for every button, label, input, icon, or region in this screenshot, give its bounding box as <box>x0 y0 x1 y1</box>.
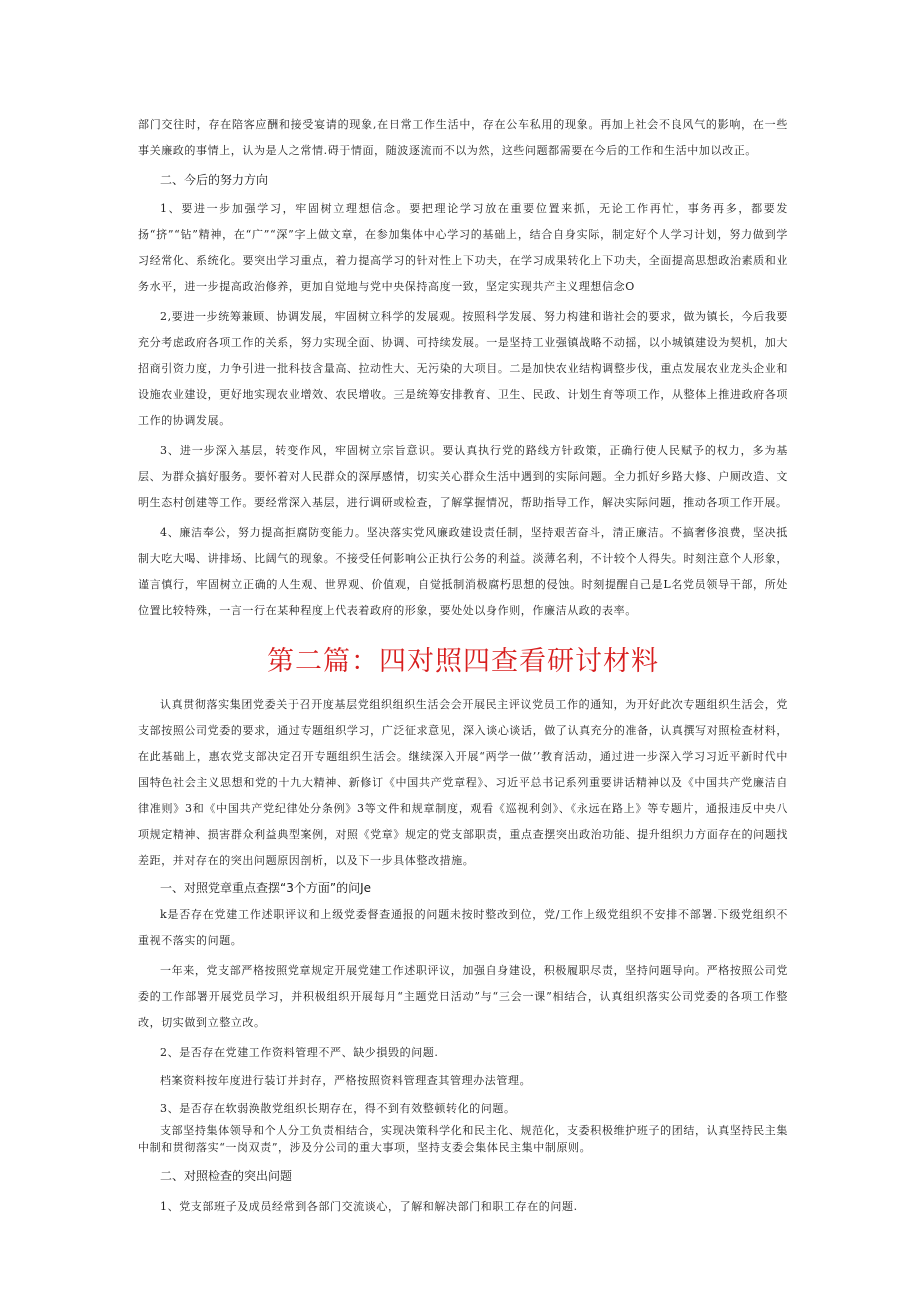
paragraph-branch: 支部坚持集体领导和个人分工负责相结合，实现决策科学化和民主化、规范化，支委积极维护班子的团结，认真坚持民主集中制和贯彻落实“一岗双责”，涉及分公司的重大事项，坚持支委会集体民主集中制原则。 <box>138 1124 788 1154</box>
paragraph-check-1: 1、党支部班子及成员经常到各部门交流谈心，了解和解决部门和职工存在的问题. <box>160 1200 578 1213</box>
paragraph-intro-2: 认真贯彻落实集团党委关于召开度基层党组织组织生活会会开展民主评议党员工作的通知，为开好此次专题组织生活会，党支部按照公司党委的要求，通过专题组织学习，广泛征求意见，深入谈心谈话，做了认真充分的准备，认真撰写对照检查材料，在此基础上，惠农党支部决定召开专题组织生活会。继续深入开展“两学一做’’教育活动，通过进一步深入学习习近平新时代中国特色社会主义思想和党的十九大精神、新修订《中国共产党章程》、习近平总书记系列重要讲话精神以及《中国共产党廉洁自律准则》3和《中国共产党纪律处分条例》3等文件和规章制度，观看《巡视利剑》、《永远在路上》等专题片，通报违反中央八项规定精神、损害群众利益典型案例，对照《党章》规定的党支部职责，重点查摆突出政治功能、提升组织力方面存在的问题找差距，并对存在的突出问题原因剖析，以及下一步具体整改措施。 <box>138 698 788 867</box>
paragraph-question-2: 2、是否存在党建工作资料管理不严、缺少損毁的问题. <box>160 1046 439 1059</box>
paragraph-effort-2: 2,要进一步统筹兼顾、协调发展，牢固树立科学的发展观。按照科学发展、努力构建和谐社会的要求，做为镇长，今后我要充分考虑政府各项工作的关系，努力实现全面、协调、可持续发展。一是坚持工业强镇战略不动摇，以小城镇建设为契机，加大招商引资力度，力争引进一批科技含量高、拉动性大、无污染的大项目。二是加快农业结构调整步伐，重点发展农业龙头企业和设施农业建设，更好地实现农业增效、农民增收。三是统筹安排教育、卫生、民政、计划生育等项工作，从整体上推进政府各项工作的协调发展。 <box>138 310 788 427</box>
paragraph-effort-1: 1、要进一步加强学习，牢固树立理想信念。要把理论学习放在重要位置来抓，无论工作再忙，事务再多，都要发扬“挤”“钻”精神，在“广”“深”字上做文章，在参加集体中心学习的基础上，结合自身实际，制定好个人学习计划，努力做到学习经常化、系统化。要突出学习重点，着力提高学习的针对性上下功夫，在学习成果转化上下功夫，全面提高思想政治素质和业务水平，进一步提高政治修养，更加自觉地与党中央保持高度一致，坚定实现共产主义理想信念O <box>138 202 788 293</box>
heading-effort-direction: 二、今后的努力方向 <box>160 173 269 187</box>
paragraph-question-1: k是否存在党建工作述职评议和上级党委督查通报的问题未按时整改到位，党/工作上级党组织不安排不部署.下级党组织不重视不落实的问题。 <box>138 908 788 947</box>
paragraph-year-review: 一年来，党支部严格按照党章规定开展党建工作述职评议，加强自身建设，积极履职尽责，坚持问题导向。严格按照公司党委的工作部署开展党员学习，并积极组织开展每月“主题党日活动”与“三会一课”相结合，认真组织落实公司党委的各项工作整改，切实做到立整立改。 <box>138 964 788 1029</box>
paragraph-intro: 部门交往时，存在陪客应酬和接受宴请的现象,在日常工作生活中，存在公车私用的现象。再加上社会不良风气的影响，在一些事关廉政的事情上，认为是人之常情.碍于情面，随波逐流而不以为然，这些问题都需要在今后的工作和生活中加以改正。 <box>138 118 788 157</box>
heading-party-charter: 一、对照党章重点查摆“3个方面”的问Je <box>160 881 371 895</box>
heading-check-problems: 二、对照检查的突出问题 <box>160 1169 293 1183</box>
paragraph-archive: 档案资料按年度进行装订并封存，严格按照资料管理查其管理办法管理。 <box>160 1074 532 1087</box>
document-page <box>138 112 788 1220</box>
paragraph-question-3: 3、是否存在软弱涣散党组织长期存在，得不到有效整顿转化的问题。 <box>160 1102 516 1115</box>
section-title: 第二篇：四对照四查看研讨材料 <box>267 646 659 677</box>
paragraph-effort-4: 4、廉洁奉公，努力提高拒腐防变能力。坚决落实党风廉政建设责任制，坚持艰苦奋斗，清正廉洁。不搞奢侈浪费，坚决抵制大吃大喝、讲排场、比阔气的现象。不接受任何影响公正执行公务的利益。淡薄名利，不计较个人得失。时刻注意个人形象，谨言慎行，牢固树立正确的人生观、世界观、价值观，自觉抵制消极腐朽思想的侵蚀。时刻提醒自己是L名党员领导干部，所处位置比较特殊，一言一行在某种程度上代表着政府的形象，要处处以身作则，作廉洁从政的表率。 <box>138 526 788 617</box>
paragraph-effort-3: 3、进一步深入基层，转变作风，牢固树立宗旨意识。要认真执行党的路线方针政策，正确行使人民赋予的权力，多为基层、为群众搞好服务。要怀着对人民群众的深厚感情，切实关心群众生活中遇到的实际问题。全力抓好乡路大修、户厕改造、文明生态村创建等工作。要经常深入基层，进行调研或检查，了解掌握情况，帮助指导工作，解决实际问题，推动各项工作开展。 <box>138 444 788 509</box>
